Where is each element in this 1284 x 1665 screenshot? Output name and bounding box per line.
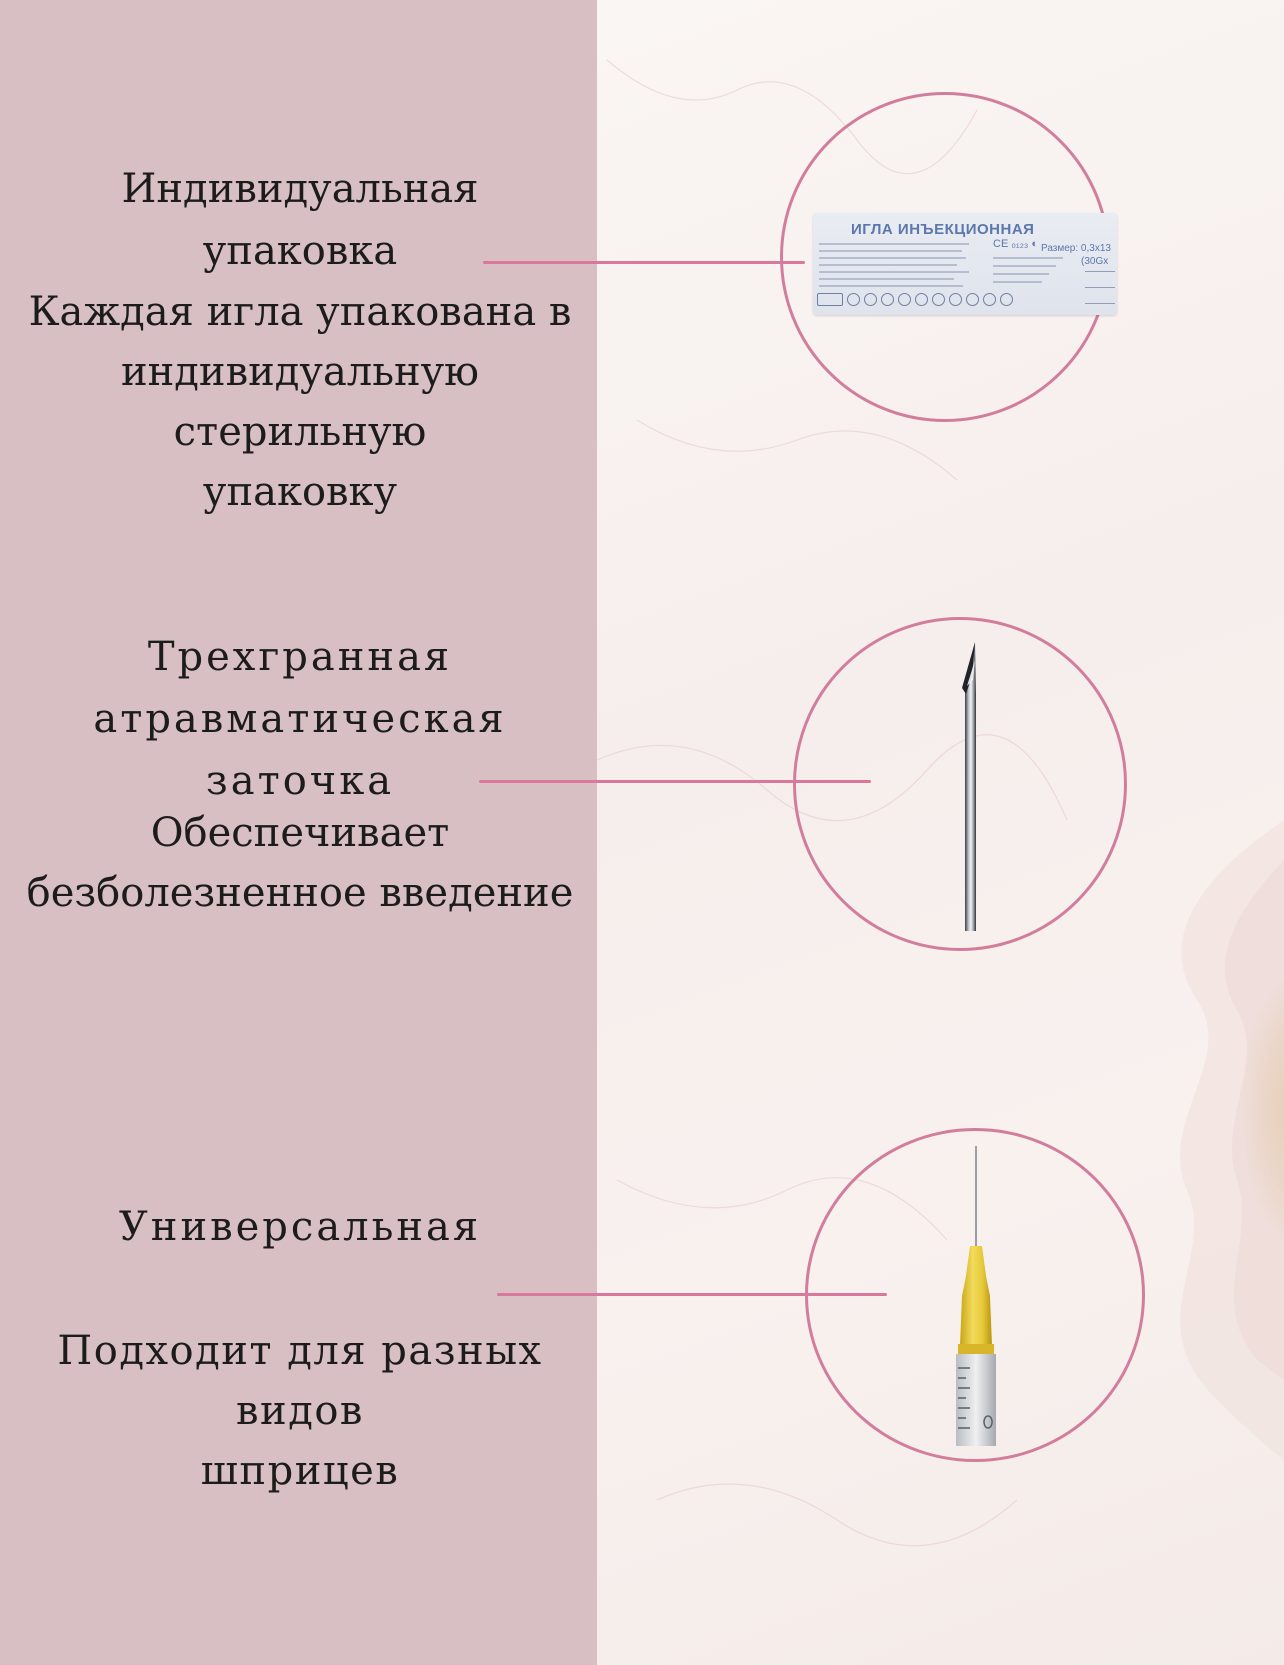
package-side-marks — [1085, 271, 1115, 315]
package-label-gauge: (30Gx — [1081, 256, 1109, 267]
needle-package-icon — [813, 213, 1117, 315]
package-label-size: Размер: 0,3х13 — [1041, 243, 1111, 254]
section-2-description — [20, 803, 580, 923]
section-2-heading-line-1: Трехгранная — [147, 634, 453, 680]
section-1-desc-line-3: упаковку — [202, 469, 398, 515]
needle-hub-icon — [940, 1146, 1010, 1446]
section-3-description — [20, 1321, 580, 1501]
needle-tip-icon — [940, 636, 990, 936]
tan-accent-blob — [1244, 980, 1284, 1240]
package-symbol-icons — [817, 293, 1013, 306]
section-2-desc-line-1: Обеспечивает — [150, 810, 450, 856]
section-1-desc-line-2: индивидуальную стерильную — [120, 349, 479, 455]
section-3-heading: Универсальная — [118, 1204, 482, 1250]
package-fine-print — [819, 243, 969, 292]
section-1-heading: Индивидуальная упаковка — [121, 166, 479, 274]
section-1-desc-line-1: Каждая игла упакована в — [28, 289, 572, 335]
section-2-heading-block — [20, 626, 580, 812]
section-1-description — [20, 282, 580, 522]
ce-mark-icon: CE ₀₁₂₃ ◐ — [993, 238, 1039, 250]
section-2-desc-line-2: безболезненное введение — [26, 870, 574, 916]
section-3-desc-line-1: Подходит для разных видов — [57, 1328, 543, 1434]
package-label-title: ИГЛА ИНЪЕКЦИОННАЯ — [851, 221, 1035, 238]
section-2-heading-line-2: атравматическая заточка — [93, 696, 507, 804]
section-3-desc-line-2: шприцев — [200, 1448, 400, 1494]
package-gost-lines — [993, 257, 1063, 289]
section-1-connector — [483, 261, 805, 264]
section-3-heading-block — [20, 1196, 580, 1258]
